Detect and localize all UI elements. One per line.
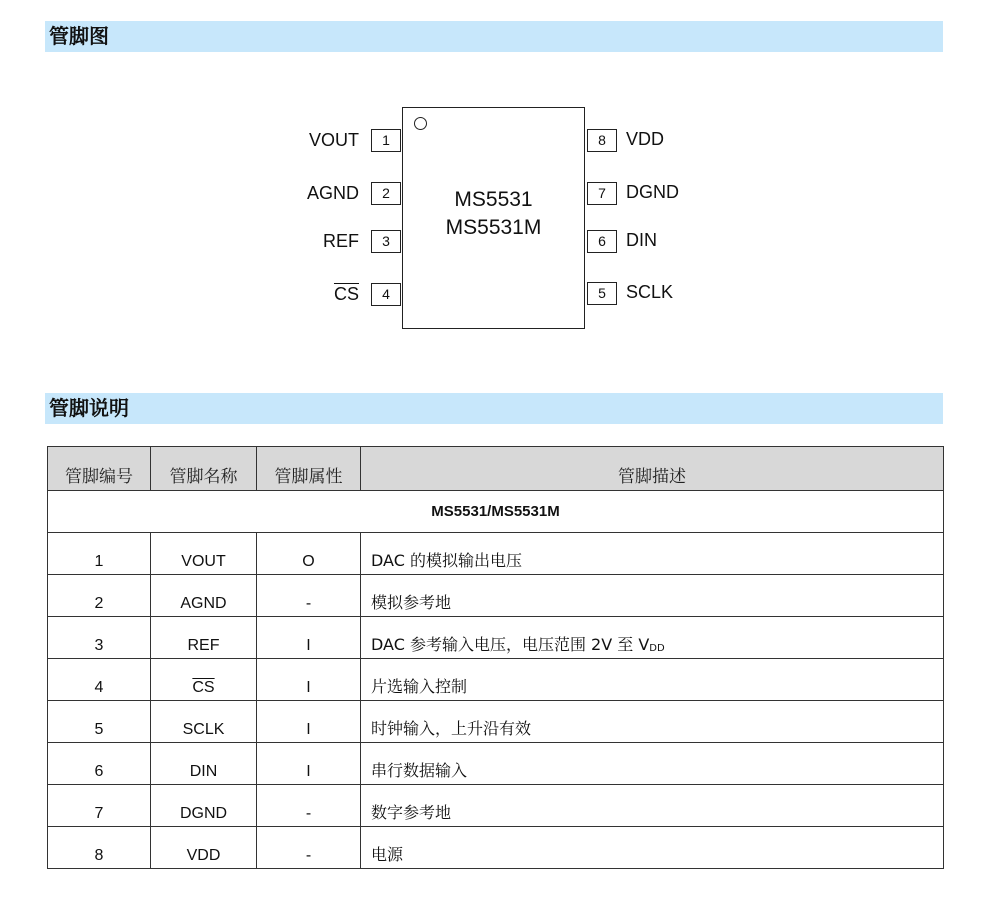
- pin-number-box: 5: [587, 282, 617, 305]
- pin-number-box: 8: [587, 129, 617, 152]
- chip-body: [402, 107, 585, 329]
- pin-number-box: 4: [371, 283, 401, 306]
- table-row: [48, 785, 944, 827]
- pin-label-left: VOUT: [308, 130, 359, 150]
- pin-number-box: 7: [587, 182, 617, 205]
- chip-name-secondary: MS5531M: [445, 216, 542, 239]
- cell-pin-name: VOUT: [151, 533, 257, 575]
- cell-pin-name: REF: [151, 617, 257, 659]
- pin-label-left: [279, 283, 359, 306]
- cell-pin-description: 片选输入控制: [361, 659, 944, 701]
- cell-pin-number: 1: [48, 533, 151, 575]
- cell-pin-name: [151, 659, 257, 701]
- cell-pin-number: 7: [48, 785, 151, 827]
- cell-pin-name: DGND: [151, 785, 257, 827]
- table-header-row: [48, 447, 944, 491]
- table-row: [48, 575, 944, 617]
- cell-pin-attribute: I: [257, 617, 361, 659]
- cell-pin-description: 时钟输入，上升沿有效: [361, 701, 944, 743]
- table-row: [48, 659, 944, 701]
- cell-pin-attribute: -: [257, 575, 361, 617]
- pin-label-right: SCLK: [626, 282, 674, 302]
- cell-pin-description: 模拟参考地: [361, 575, 944, 617]
- cell-pin-description: DAC 的模拟输出电压: [361, 533, 944, 575]
- table-row: [48, 827, 944, 869]
- pin-label-right: VDD: [626, 129, 665, 149]
- header-pin-description: 管脚描述: [361, 447, 944, 491]
- table-row: [48, 533, 944, 575]
- cell-pin-name: VDD: [151, 827, 257, 869]
- header-pin-number: 管脚编号: [48, 447, 151, 491]
- cell-pin-attribute: I: [257, 743, 361, 785]
- table-row: [48, 743, 944, 785]
- section-title-pinout: 管脚图: [45, 21, 943, 52]
- cell-pin-description: 电源: [361, 827, 944, 869]
- pin-label-right: DIN: [626, 230, 657, 250]
- pin-label-left: AGND: [306, 183, 359, 203]
- header-pin-attribute: 管脚属性: [257, 447, 361, 491]
- pin-number-box: 2: [371, 182, 401, 205]
- header-pin-name: 管脚名称: [151, 447, 257, 491]
- pin-label-right: DGND: [626, 182, 679, 202]
- table-row: [48, 617, 944, 659]
- section-title-pin-description: 管脚说明: [45, 393, 943, 424]
- cell-pin-attribute: -: [257, 827, 361, 869]
- cell-pin-name: DIN: [151, 743, 257, 785]
- cell-pin-description: 数字参考地: [361, 785, 944, 827]
- pin-number-box: 6: [587, 230, 617, 253]
- cell-pin-attribute: I: [257, 659, 361, 701]
- pin-label-cs: $\overline{CS}$: [333, 284, 359, 304]
- table-row: [48, 701, 944, 743]
- table-group-row: [48, 491, 944, 533]
- chip-name-primary: MS5531: [454, 188, 533, 211]
- cell-pin-description: [361, 617, 944, 659]
- cell-pin-attribute: -: [257, 785, 361, 827]
- cell-pin-number: 6: [48, 743, 151, 785]
- cell-pin-name: AGND: [151, 575, 257, 617]
- pin-description-table: [47, 446, 944, 869]
- cell-pin-number: 3: [48, 617, 151, 659]
- pin-name-cs: $\overline{CS}$: [192, 679, 215, 696]
- pin1-indicator-dot: [414, 117, 427, 130]
- cell-pin-attribute: I: [257, 701, 361, 743]
- cell-pin-name: SCLK: [151, 701, 257, 743]
- pin-number-box: 1: [371, 129, 401, 152]
- group-label: MS5531/MS5531M: [48, 491, 944, 533]
- cell-pin-number: 4: [48, 659, 151, 701]
- vdd-subscript: DD: [649, 643, 665, 654]
- pin-label-left: REF: [323, 231, 359, 251]
- cell-pin-attribute: O: [257, 533, 361, 575]
- description-text: DAC 参考输入电压，电压范围 2V 至 V: [371, 635, 650, 654]
- cell-pin-description: 串行数据输入: [361, 743, 944, 785]
- cell-pin-number: 8: [48, 827, 151, 869]
- cell-pin-number: 2: [48, 575, 151, 617]
- pin-number-box: 3: [371, 230, 401, 253]
- cell-pin-number: 5: [48, 701, 151, 743]
